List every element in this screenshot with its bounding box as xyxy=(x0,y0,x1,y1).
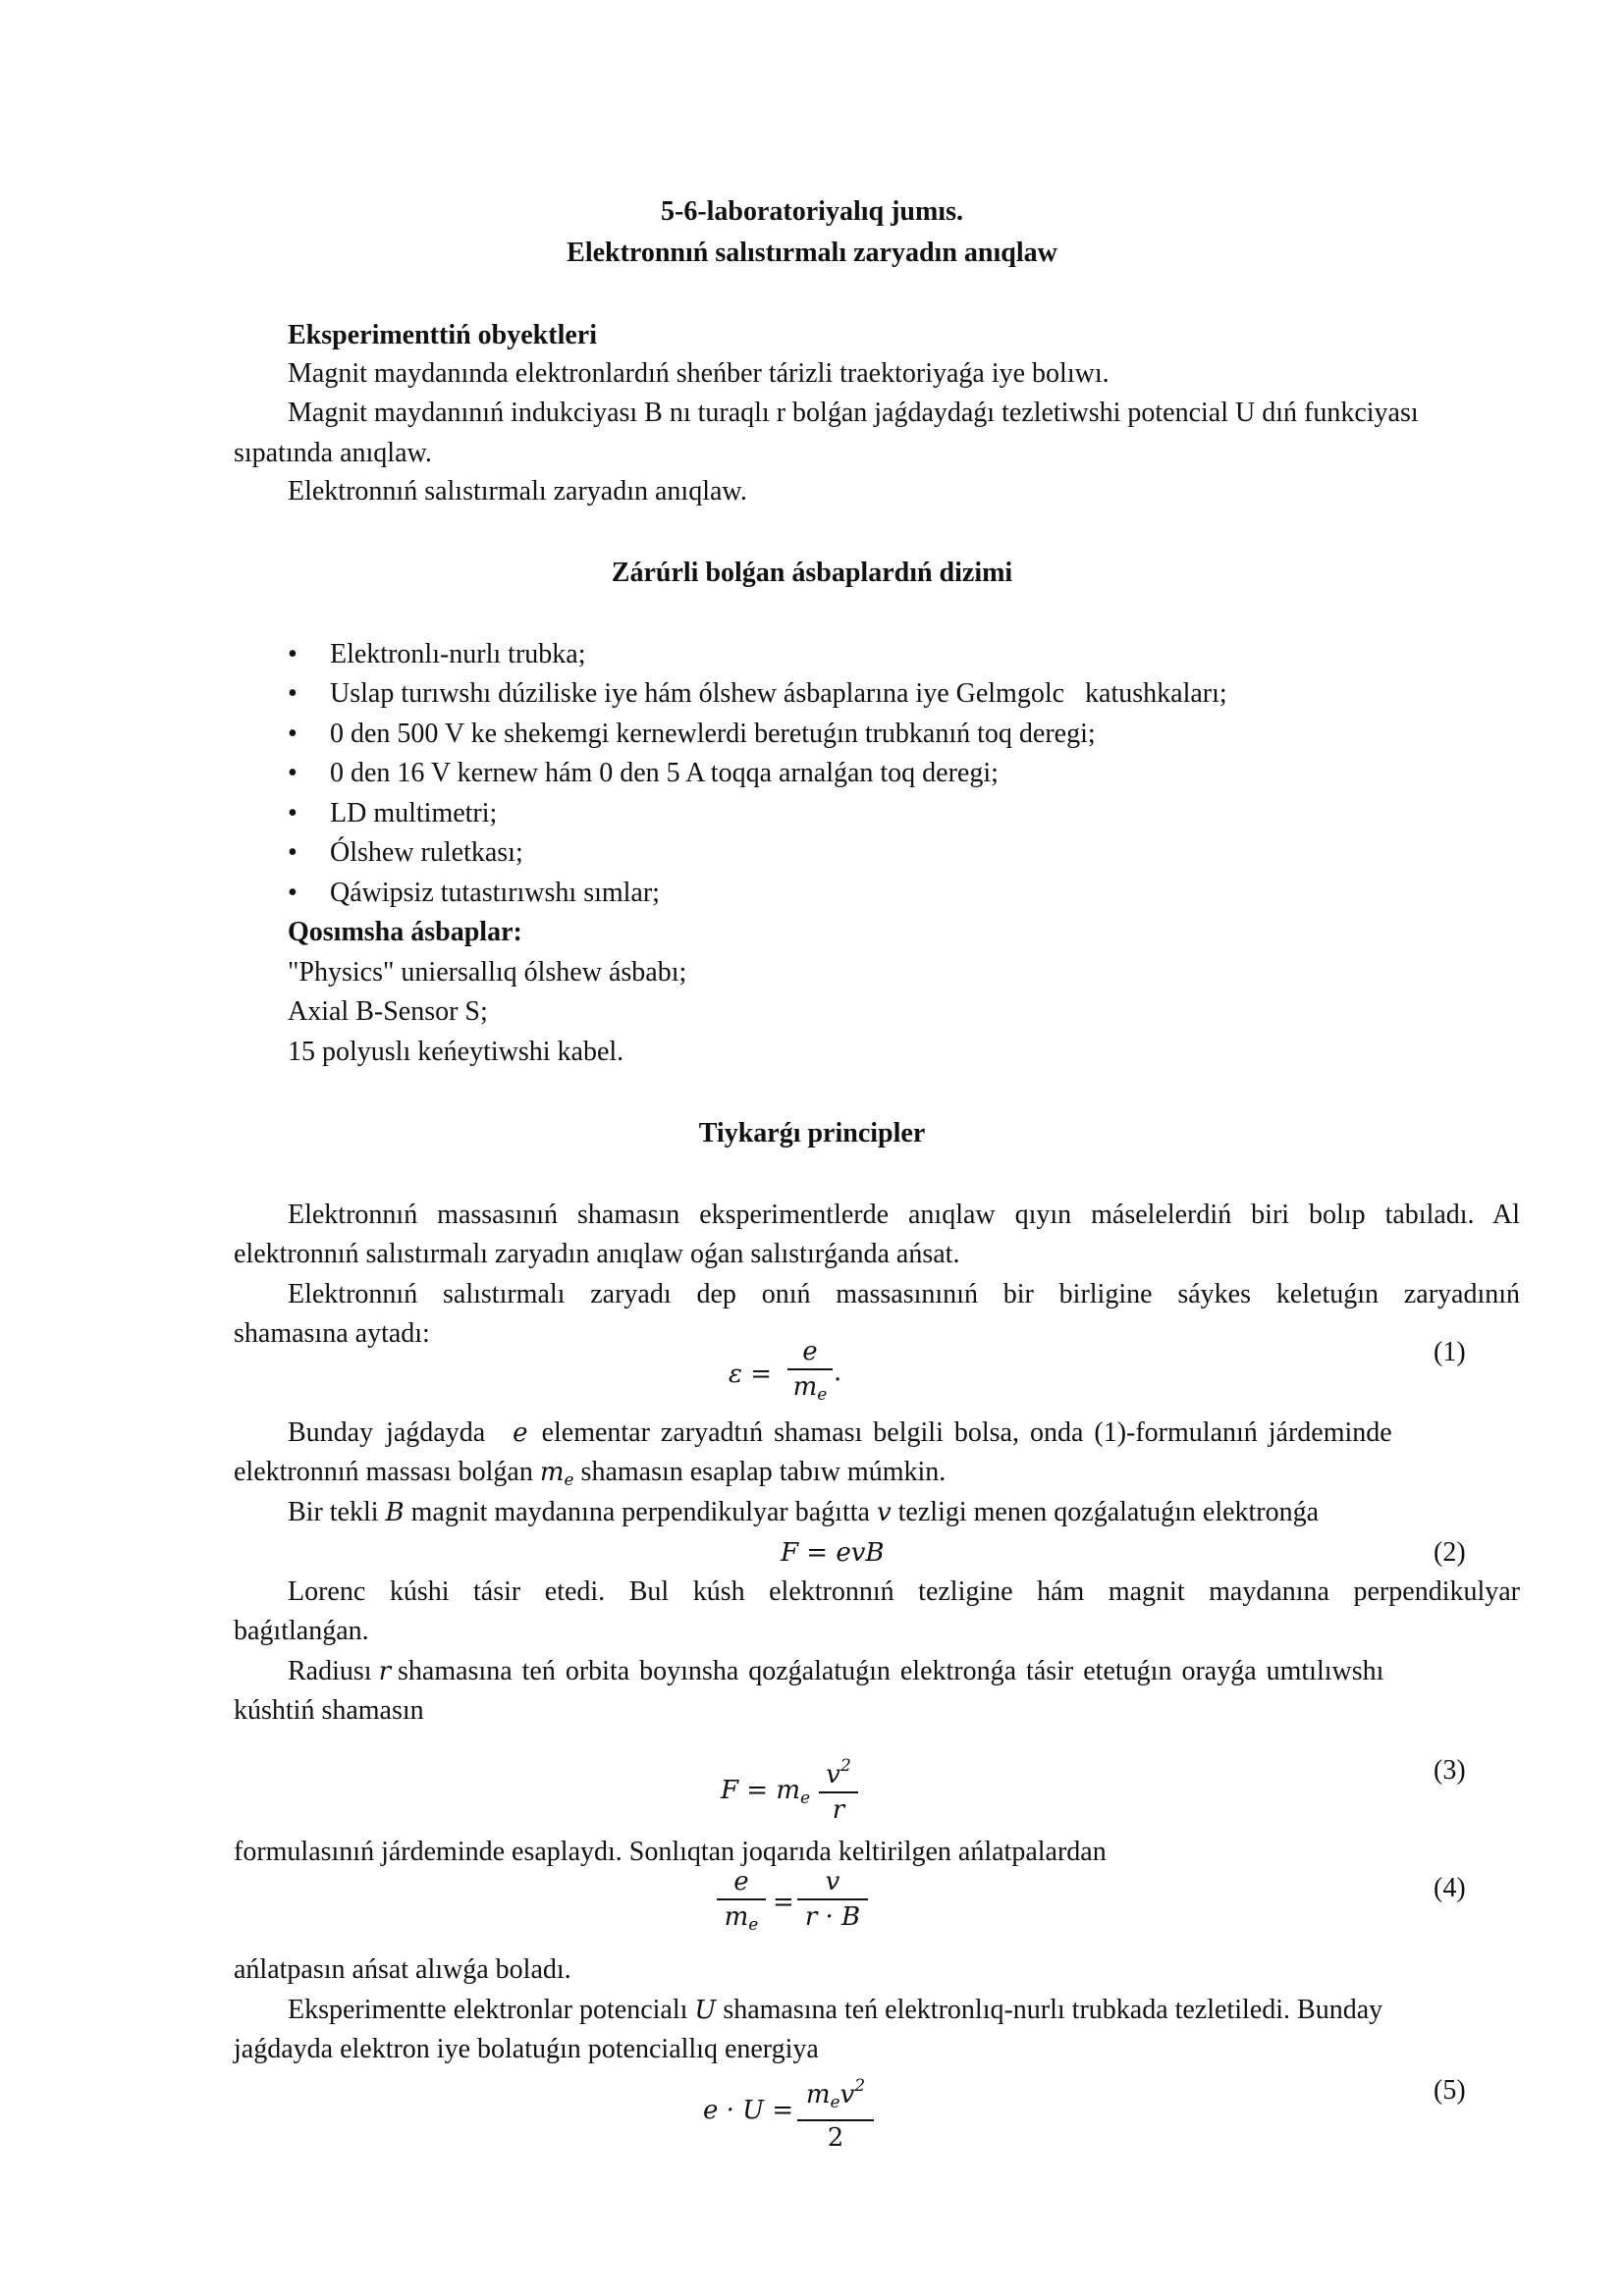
extra-equipment-item: Axial B-Sensor S; xyxy=(288,996,488,1027)
eq4-equals: = xyxy=(773,1888,794,1917)
equipment-heading: Zárúrli bolǵan ásbaplardıń dizimi xyxy=(611,558,1013,588)
list-item-text: LD multimetri; xyxy=(330,798,498,828)
principles-paragraph-7: formulasınıń járdeminde esaplaydı. Sonlıqtan joqarıda keltirilgen ańlatpalardan xyxy=(234,1837,1107,1867)
symbol-e: e xyxy=(513,1418,528,1448)
principles-paragraph-3-line-1: Bunday jaǵdayda e elementar zaryadtıń shaması belgili bolsa, onda (1)-formulanıń járdeminde xyxy=(288,1417,1392,1448)
symbol-B: B xyxy=(385,1498,405,1527)
principles-paragraph-9-line-2: jaǵdayda elektron iye bolatuǵın potenciallıq energiya xyxy=(234,2034,819,2064)
bullet-icon: • xyxy=(288,837,298,868)
list-item-text: Elektronlı-nurlı trubka; xyxy=(330,639,586,669)
objects-paragraph-1: Magnit maydanında elektronlardıń sheńber tárizli traektoriyaǵa iye bolıwı. xyxy=(288,358,1110,389)
bullet-icon: • xyxy=(288,878,298,908)
eq2-label: (2) xyxy=(1434,1537,1466,1568)
eq3-denominator: r xyxy=(832,1795,845,1825)
eq4-right-numerator: v xyxy=(825,1867,840,1896)
list-item-text: 0 den 16 V kernew hám 0 den 5 A toqqa arnalǵan toq deregi; xyxy=(330,758,999,788)
eq4-left-numerator: e xyxy=(733,1867,749,1896)
symbol-v: v xyxy=(876,1498,892,1527)
eq1-denominator: $m_e$ xyxy=(792,1372,828,1405)
list-item-text: Uslap turıwshı dúziliske iye hám ólshew ásbaplarına iye Gelmgolc katushkaları; xyxy=(330,678,1227,709)
bullet-icon: • xyxy=(288,639,298,669)
extra-equipment-heading: Qosımsha ásbaplar: xyxy=(288,917,522,947)
eq5-numerator: $m_ev^2$ xyxy=(805,2076,866,2112)
objects-paragraph-3: Elektronnıń salıstırmalı zaryadın anıqlaw. xyxy=(288,476,747,507)
eq4-label: (4) xyxy=(1434,1873,1466,1903)
principles-paragraph-1-line-2: elektronnıń salıstırmalı zaryadın anıqlaw oǵan salıstırǵanda ańsat. xyxy=(234,1239,960,1269)
eq3-fraction xyxy=(819,1749,858,1827)
eq3-lhs: $F = m_e$ xyxy=(721,1776,811,1808)
eq4-right-denominator: r · B xyxy=(804,1902,861,1932)
bullet-icon: • xyxy=(288,678,298,709)
eq1-fraction xyxy=(787,1335,833,1412)
bullet-icon: • xyxy=(288,758,298,788)
equation-2: F = evB xyxy=(781,1538,885,1568)
principles-paragraph-8: ańlatpasın ańsat alıwǵa boladı. xyxy=(234,1954,571,1985)
eq5-fraction xyxy=(797,2069,874,2155)
list-item-text: Ólshew ruletkası; xyxy=(330,837,523,868)
eq5-label: (5) xyxy=(1434,2075,1466,2106)
principles-paragraph-5-line-1: Lorenc kúshi tásir etedi. Bul kúsh elektronnıń tezligine hám magnit maydanına perpendikulyar xyxy=(288,1576,1520,1607)
eq1-numerator: e xyxy=(802,1337,818,1366)
symbol-r: r xyxy=(378,1657,391,1686)
principles-paragraph-9-line-1: Eksperimentte elektronlar potencialı U shamasına teń elektronlıq-nurlı trubkada tezletiledi. Bunday xyxy=(288,1995,1383,2025)
principles-heading: Tiykarǵı principler xyxy=(698,1118,926,1148)
extra-equipment-item: 15 polyuslı keńeytiwshi kabel. xyxy=(288,1037,624,1067)
eq1-lhs: ε = xyxy=(729,1360,773,1389)
eq4-left-fraction xyxy=(717,1865,766,1942)
eq1-period: . xyxy=(834,1358,842,1387)
principles-paragraph-2-line-1: Elektronnıń salıstırmalı zaryadı dep onıń massasınınıń bir birligine sáykes keletuǵın zaryadınıń xyxy=(288,1279,1520,1309)
eq3-label: (3) xyxy=(1434,1755,1466,1786)
bullet-icon: • xyxy=(288,798,298,828)
objects-paragraph-2-line-2: sıpatında anıqlaw. xyxy=(234,438,432,468)
eq4-left-denominator: $m_e$ xyxy=(724,1902,759,1935)
principles-paragraph-4: Bir tekli B magnit maydanına perpendikulyar baǵıtta v tezligi menen qozǵalatuǵın elektronǵa xyxy=(288,1497,1320,1527)
principles-paragraph-2-line-2: shamasına aytadı: xyxy=(234,1318,430,1349)
eq5-lhs: e · U = xyxy=(703,2096,794,2125)
objects-heading: Eksperimenttiń obyektleri xyxy=(288,320,597,350)
bullet-icon: • xyxy=(288,719,298,749)
principles-paragraph-6-line-1: Radiusı r shamasına teń orbita boyınsha qozǵalatuǵın elektronǵa tásir etetuǵın orayǵa umtılıwshı xyxy=(288,1656,1384,1686)
symbol-me: $m_e$ xyxy=(539,1458,574,1490)
eq1-label: (1) xyxy=(1434,1337,1466,1367)
principles-paragraph-3-line-2: elektronnıń massası bolǵan $m_e$ shamasın esaplap tabıw múmkin. xyxy=(234,1457,947,1490)
lab-title: Elektronnıń salıstırmalı zaryadın anıqlaw xyxy=(567,238,1057,268)
list-item-text: 0 den 500 V ke shekemgi kernewlerdi beretuǵın trubkanıń toq deregi; xyxy=(330,719,1096,749)
principles-paragraph-6-line-2: kúshtiń shamasın xyxy=(234,1695,424,1726)
objects-paragraph-2-line-1: Magnit maydanınıń indukciyası B nı turaqlı r bolǵan jaǵdaydaǵı tezletiwshi potencial U dıń funkciyası xyxy=(288,398,1419,428)
eq4-right-fraction xyxy=(797,1865,868,1934)
principles-paragraph-1-line-1: Elektronnıń massasınıń shamasın eksperimentlerde anıqlaw qıyın máselelerdiń biri bolıp tabıladı. Al xyxy=(288,1200,1520,1230)
lab-number: 5-6-laboratoriyalıq jumıs. xyxy=(661,196,963,227)
symbol-U: U xyxy=(694,1996,717,2025)
principles-paragraph-5-line-2: baǵıtlanǵan. xyxy=(234,1616,369,1646)
list-item-text: Qáwipsiz tutastırıwshı sımlar; xyxy=(330,878,660,908)
eq5-denominator: 2 xyxy=(827,2123,844,2153)
extra-equipment-item: "Physics" uniersallıq ólshew ásbabı; xyxy=(288,957,687,988)
eq3-numerator: $v^2$ xyxy=(826,1756,851,1789)
